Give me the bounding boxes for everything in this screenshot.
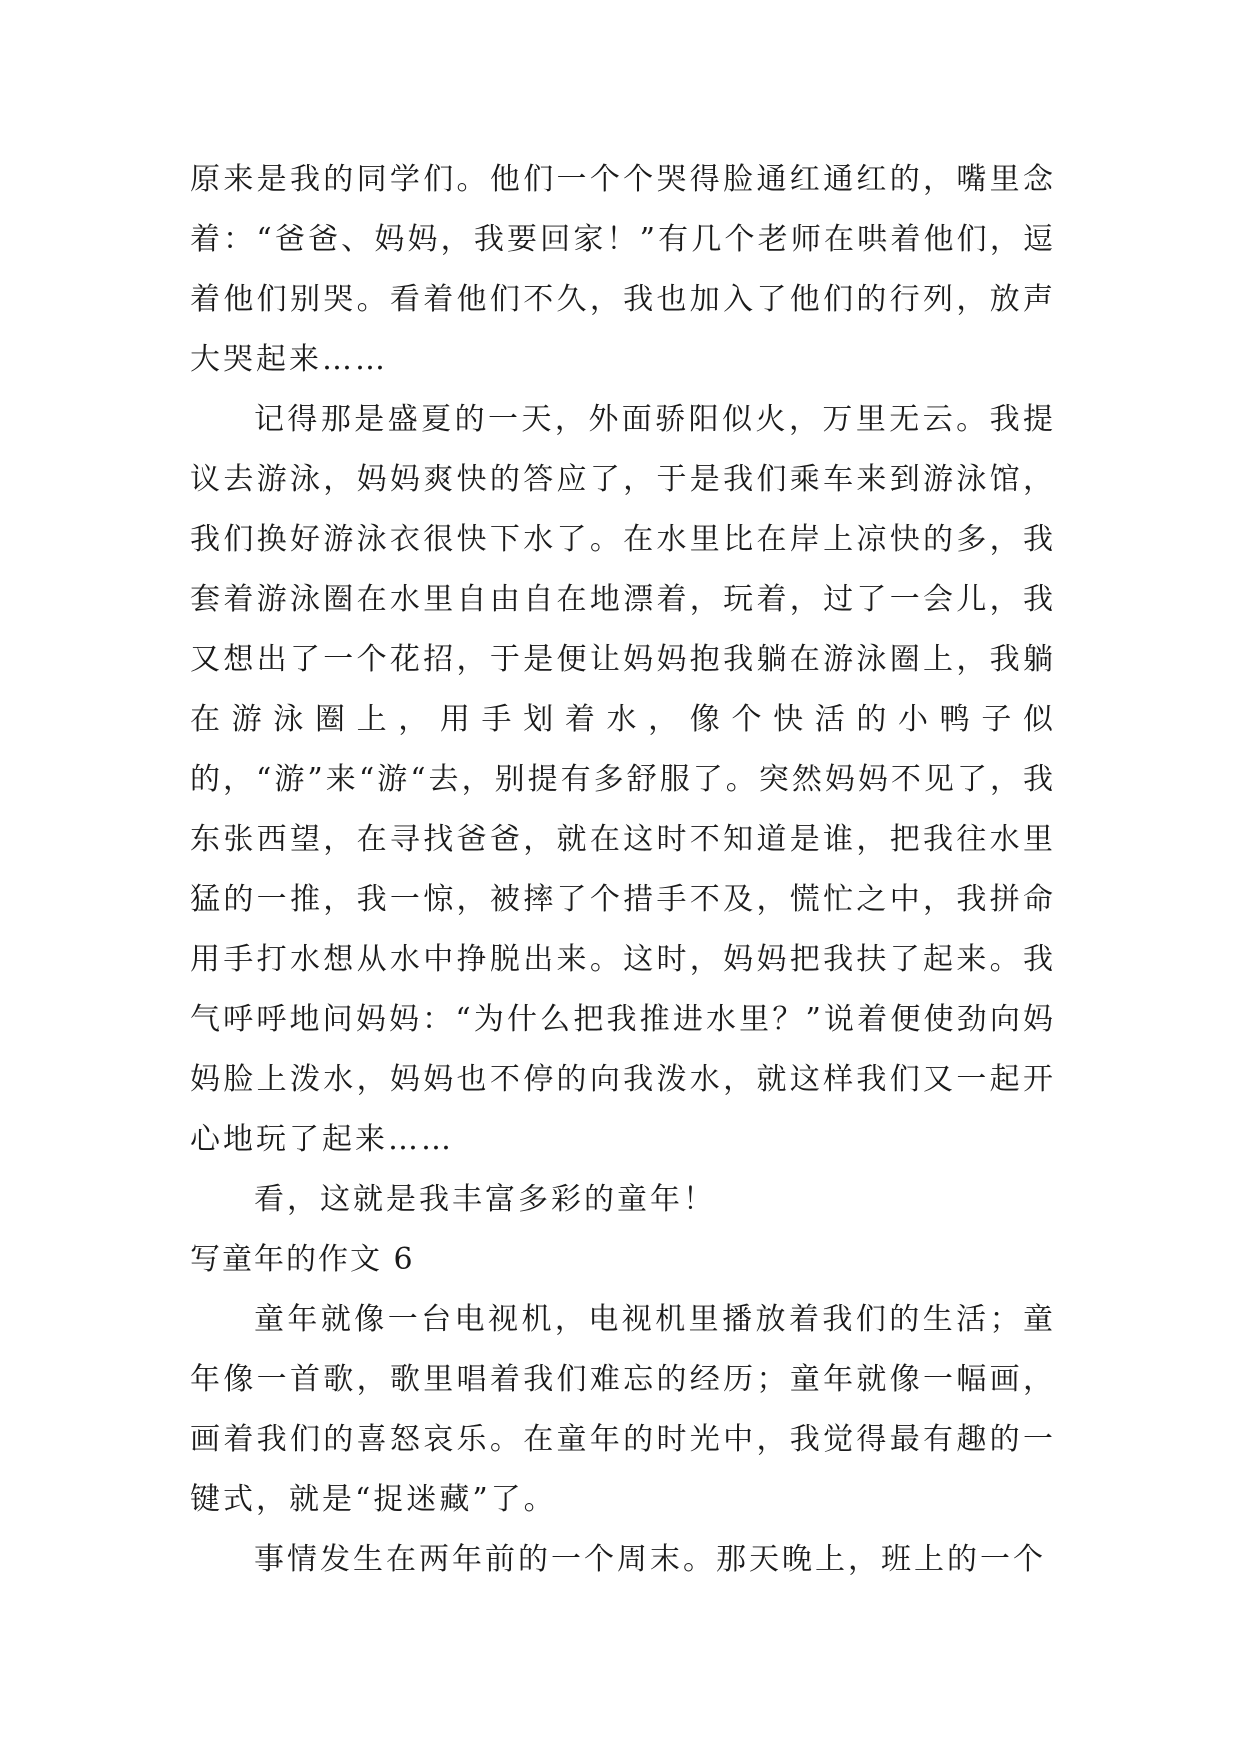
paragraph: 原来是我的同学们。他们一个个哭得脸通红通红的，嘴里念着：“爸爸、妈妈，我要回家！”有几个老师在哄着他们，逗着他们别哭。看着他们不久，我也加入了他们的行列，放声大哭起来…… [190, 162, 1056, 377]
paragraph: 记得那是盛夏的一天，外面骄阳似火，万里无云。我提议去游泳，妈妈爽快的答应了，于是我们乘车来到游泳馆，我们换好游泳衣很快下水了。在水里比在岸上凉快的多，我套着游泳圈在水里自由自在地漂着，玩着，过了一会儿，我又想出了一个花招，于是便让妈妈抱我躺在游泳圈上，我躺在游泳圈上，用手划着水，像个快活的小鸭子似的，“游”来“游“去，别提有多舒服了。突然妈妈不见了，我东张西望，在寻找爸爸，就在这时不知道是谁，把我往水里猛的一推，我一惊，被摔了个措手不及，慌忙之中，我拼命用手打水想从水中挣脱出来。这时，妈妈把我扶了起来。我气呼呼地问妈妈：“为什么把我推进水里？”说着便使劲向妈妈脸上泼水，妈妈也不停的向我泼水，就这样我们又一起开心地玩了起来…… [190, 402, 1056, 1157]
paragraph: 童年就像一台电视机，电视机里播放着我们的生活；童年像一首歌，歌里唱着我们难忘的经历；童年就像一幅画，画着我们的喜怒哀乐。在童年的时光中，我觉得最有趣的一键式，就是“捉迷藏”了。 [190, 1302, 1056, 1517]
paragraph: 事情发生在两年前的一个周末。那天晚上，班上的一个 [254, 1542, 1046, 1577]
section-title: 写童年的作文 6 [190, 1242, 415, 1277]
document-body [190, 150, 1056, 1590]
paragraph: 看，这就是我丰富多彩的童年！ [254, 1182, 716, 1217]
